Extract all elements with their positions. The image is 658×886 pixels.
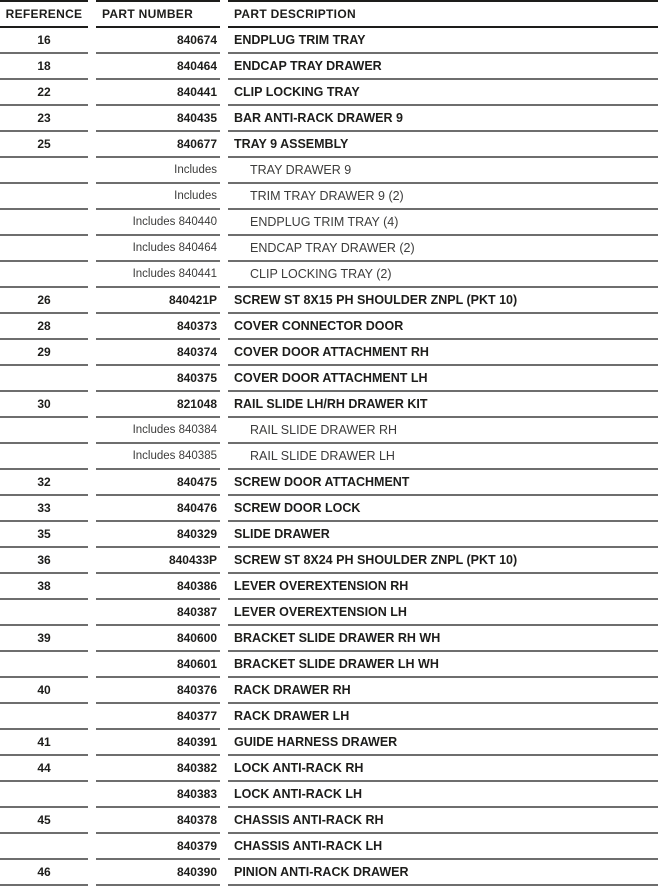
- cell-part-description: SCREW DOOR ATTACHMENT: [228, 469, 658, 495]
- cell-part-description: CHASSIS ANTI-RACK RH: [228, 807, 658, 833]
- cell-divider-gap: [220, 625, 228, 651]
- cell-divider-gap: [88, 781, 96, 807]
- column-divider-gap-1: [88, 1, 96, 27]
- cell-divider-gap: [220, 599, 228, 625]
- table-row: [0, 261, 658, 287]
- cell-divider-gap: [88, 313, 96, 339]
- cell-divider-gap: [220, 521, 228, 547]
- cell-part-number: 840476: [96, 495, 220, 521]
- cell-divider-gap: [88, 105, 96, 131]
- table-row: [0, 599, 658, 625]
- cell-part-description: GUIDE HARNESS DRAWER: [228, 729, 658, 755]
- cell-part-description: COVER DOOR ATTACHMENT RH: [228, 339, 658, 365]
- cell-part-number: 840377: [96, 703, 220, 729]
- table-row: [0, 131, 658, 157]
- cell-divider-gap: [220, 183, 228, 209]
- table-row: [0, 183, 658, 209]
- cell-part-number: 840387: [96, 599, 220, 625]
- cell-reference: 45: [0, 807, 88, 833]
- cell-divider-gap: [88, 521, 96, 547]
- cell-divider-gap: [88, 261, 96, 287]
- cell-divider-gap: [88, 677, 96, 703]
- cell-divider-gap: [88, 599, 96, 625]
- cell-part-number: 840373: [96, 313, 220, 339]
- cell-part-number: 821048: [96, 391, 220, 417]
- table-row: [0, 859, 658, 885]
- column-divider-gap-2: [220, 1, 228, 27]
- cell-part-number: 840374: [96, 339, 220, 365]
- cell-part-description: SCREW ST 8X15 PH SHOULDER ZNPL (PKT 10): [228, 287, 658, 313]
- cell-reference: [0, 365, 88, 391]
- cell-divider-gap: [88, 755, 96, 781]
- table-row: [0, 391, 658, 417]
- cell-divider-gap: [220, 287, 228, 313]
- cell-part-description: BAR ANTI-RACK DRAWER 9: [228, 105, 658, 131]
- cell-part-number: 840441: [96, 79, 220, 105]
- table-row: [0, 209, 658, 235]
- cell-part-description: ENDPLUG TRIM TRAY (4): [228, 209, 658, 235]
- cell-divider-gap: [88, 651, 96, 677]
- cell-reference: [0, 781, 88, 807]
- cell-divider-gap: [220, 53, 228, 79]
- cell-divider-gap: [88, 547, 96, 573]
- cell-part-description: BRACKET SLIDE DRAWER LH WH: [228, 651, 658, 677]
- table-body: [0, 27, 658, 885]
- cell-reference: [0, 833, 88, 859]
- cell-part-number: Includes 840384: [96, 417, 220, 443]
- cell-part-number: 840386: [96, 573, 220, 599]
- cell-divider-gap: [220, 209, 228, 235]
- cell-divider-gap: [88, 417, 96, 443]
- cell-part-description: LOCK ANTI-RACK LH: [228, 781, 658, 807]
- cell-reference: 28: [0, 313, 88, 339]
- cell-divider-gap: [220, 313, 228, 339]
- cell-part-number: 840378: [96, 807, 220, 833]
- cell-part-number: 840390: [96, 859, 220, 885]
- cell-divider-gap: [220, 859, 228, 885]
- cell-divider-gap: [220, 79, 228, 105]
- table-row: [0, 365, 658, 391]
- cell-divider-gap: [220, 807, 228, 833]
- cell-divider-gap: [88, 287, 96, 313]
- cell-part-number: Includes 840464: [96, 235, 220, 261]
- table-row: [0, 235, 658, 261]
- cell-reference: 26: [0, 287, 88, 313]
- cell-part-number: 840677: [96, 131, 220, 157]
- table-row: [0, 79, 658, 105]
- table-row: [0, 105, 658, 131]
- cell-divider-gap: [88, 807, 96, 833]
- header-row: [0, 1, 658, 27]
- cell-divider-gap: [88, 729, 96, 755]
- cell-divider-gap: [220, 677, 228, 703]
- cell-part-number: 840674: [96, 27, 220, 53]
- cell-divider-gap: [88, 339, 96, 365]
- cell-part-number: 840329: [96, 521, 220, 547]
- cell-part-description: TRIM TRAY DRAWER 9 (2): [228, 183, 658, 209]
- cell-reference: 36: [0, 547, 88, 573]
- cell-reference: 46: [0, 859, 88, 885]
- cell-reference: [0, 443, 88, 469]
- cell-reference: 25: [0, 131, 88, 157]
- cell-divider-gap: [220, 27, 228, 53]
- cell-part-description: RAIL SLIDE LH/RH DRAWER KIT: [228, 391, 658, 417]
- cell-reference: 29: [0, 339, 88, 365]
- cell-divider-gap: [220, 833, 228, 859]
- cell-part-description: LOCK ANTI-RACK RH: [228, 755, 658, 781]
- cell-part-number: 840382: [96, 755, 220, 781]
- cell-divider-gap: [220, 261, 228, 287]
- table-row: [0, 573, 658, 599]
- table-row: [0, 703, 658, 729]
- cell-divider-gap: [88, 469, 96, 495]
- table-row: [0, 157, 658, 183]
- cell-part-description: CLIP LOCKING TRAY (2): [228, 261, 658, 287]
- cell-part-description: TRAY DRAWER 9: [228, 157, 658, 183]
- cell-divider-gap: [88, 131, 96, 157]
- cell-divider-gap: [220, 391, 228, 417]
- cell-part-number: 840601: [96, 651, 220, 677]
- cell-divider-gap: [220, 573, 228, 599]
- table-row: [0, 833, 658, 859]
- cell-part-description: RACK DRAWER LH: [228, 703, 658, 729]
- table-row: [0, 729, 658, 755]
- table-row: [0, 781, 658, 807]
- table-row: [0, 339, 658, 365]
- cell-part-number: 840464: [96, 53, 220, 79]
- table-row: [0, 521, 658, 547]
- cell-part-description: BRACKET SLIDE DRAWER RH WH: [228, 625, 658, 651]
- cell-divider-gap: [88, 27, 96, 53]
- cell-divider-gap: [220, 417, 228, 443]
- cell-reference: 18: [0, 53, 88, 79]
- cell-divider-gap: [88, 495, 96, 521]
- cell-reference: 22: [0, 79, 88, 105]
- cell-divider-gap: [220, 443, 228, 469]
- cell-part-description: SCREW ST 8X24 PH SHOULDER ZNPL (PKT 10): [228, 547, 658, 573]
- cell-part-description: PINION ANTI-RACK DRAWER: [228, 859, 658, 885]
- cell-divider-gap: [88, 183, 96, 209]
- cell-reference: [0, 703, 88, 729]
- cell-reference: [0, 651, 88, 677]
- cell-reference: 23: [0, 105, 88, 131]
- cell-reference: 41: [0, 729, 88, 755]
- column-header-part-number: PART NUMBER: [96, 1, 220, 27]
- cell-part-number: 840475: [96, 469, 220, 495]
- cell-divider-gap: [88, 391, 96, 417]
- cell-part-description: COVER DOOR ATTACHMENT LH: [228, 365, 658, 391]
- table-row: [0, 677, 658, 703]
- cell-divider-gap: [88, 53, 96, 79]
- table-row: [0, 807, 658, 833]
- cell-reference: 38: [0, 573, 88, 599]
- cell-divider-gap: [88, 235, 96, 261]
- cell-divider-gap: [220, 365, 228, 391]
- cell-divider-gap: [220, 131, 228, 157]
- cell-part-description: RACK DRAWER RH: [228, 677, 658, 703]
- column-header-part-description: PART DESCRIPTION: [228, 1, 658, 27]
- cell-divider-gap: [88, 365, 96, 391]
- cell-part-number: 840375: [96, 365, 220, 391]
- cell-part-description: LEVER OVEREXTENSION RH: [228, 573, 658, 599]
- cell-part-number: 840383: [96, 781, 220, 807]
- cell-reference: 35: [0, 521, 88, 547]
- cell-reference: [0, 599, 88, 625]
- cell-part-number: Includes 840440: [96, 209, 220, 235]
- cell-divider-gap: [220, 469, 228, 495]
- table-row: [0, 625, 658, 651]
- table-row: [0, 755, 658, 781]
- cell-divider-gap: [88, 703, 96, 729]
- table-row: [0, 27, 658, 53]
- cell-reference: 16: [0, 27, 88, 53]
- cell-reference: [0, 235, 88, 261]
- table-row: [0, 547, 658, 573]
- cell-part-number: 840433P: [96, 547, 220, 573]
- cell-part-description: SLIDE DRAWER: [228, 521, 658, 547]
- cell-part-description: LEVER OVEREXTENSION LH: [228, 599, 658, 625]
- cell-part-description: RAIL SLIDE DRAWER LH: [228, 443, 658, 469]
- cell-part-description: TRAY 9 ASSEMBLY: [228, 131, 658, 157]
- cell-divider-gap: [88, 833, 96, 859]
- cell-divider-gap: [220, 495, 228, 521]
- cell-reference: 30: [0, 391, 88, 417]
- cell-reference: 40: [0, 677, 88, 703]
- cell-part-number: 840435: [96, 105, 220, 131]
- cell-divider-gap: [220, 781, 228, 807]
- table-row: [0, 53, 658, 79]
- cell-part-description: CHASSIS ANTI-RACK LH: [228, 833, 658, 859]
- cell-divider-gap: [88, 573, 96, 599]
- cell-part-number: Includes 840441: [96, 261, 220, 287]
- cell-divider-gap: [220, 339, 228, 365]
- cell-divider-gap: [220, 729, 228, 755]
- cell-divider-gap: [88, 157, 96, 183]
- cell-divider-gap: [220, 703, 228, 729]
- cell-divider-gap: [88, 625, 96, 651]
- table-row: [0, 287, 658, 313]
- cell-divider-gap: [220, 547, 228, 573]
- cell-reference: [0, 183, 88, 209]
- table-row: [0, 417, 658, 443]
- table-header: [0, 1, 658, 27]
- cell-part-description: ENDCAP TRAY DRAWER: [228, 53, 658, 79]
- cell-part-description: COVER CONNECTOR DOOR: [228, 313, 658, 339]
- table-row: [0, 495, 658, 521]
- cell-part-number: 840421P: [96, 287, 220, 313]
- cell-reference: 33: [0, 495, 88, 521]
- cell-reference: [0, 209, 88, 235]
- cell-reference: [0, 417, 88, 443]
- cell-part-number: Includes: [96, 183, 220, 209]
- table-row: [0, 443, 658, 469]
- column-header-reference: REFERENCE: [0, 1, 88, 27]
- cell-part-number: 840379: [96, 833, 220, 859]
- cell-divider-gap: [220, 651, 228, 677]
- cell-reference: [0, 261, 88, 287]
- cell-part-description: RAIL SLIDE DRAWER RH: [228, 417, 658, 443]
- cell-part-number: 840376: [96, 677, 220, 703]
- cell-part-description: SCREW DOOR LOCK: [228, 495, 658, 521]
- cell-divider-gap: [220, 105, 228, 131]
- cell-part-number: Includes: [96, 157, 220, 183]
- cell-reference: 32: [0, 469, 88, 495]
- cell-divider-gap: [220, 755, 228, 781]
- cell-divider-gap: [88, 79, 96, 105]
- cell-part-description: ENDCAP TRAY DRAWER (2): [228, 235, 658, 261]
- cell-part-description: ENDPLUG TRIM TRAY: [228, 27, 658, 53]
- table-row: [0, 651, 658, 677]
- cell-divider-gap: [88, 209, 96, 235]
- cell-reference: 39: [0, 625, 88, 651]
- cell-part-number: 840600: [96, 625, 220, 651]
- cell-part-number: 840391: [96, 729, 220, 755]
- cell-divider-gap: [88, 859, 96, 885]
- cell-divider-gap: [220, 157, 228, 183]
- cell-divider-gap: [220, 235, 228, 261]
- cell-part-number: Includes 840385: [96, 443, 220, 469]
- table-row: [0, 469, 658, 495]
- cell-reference: 44: [0, 755, 88, 781]
- cell-reference: [0, 157, 88, 183]
- cell-part-description: CLIP LOCKING TRAY: [228, 79, 658, 105]
- table-row: [0, 313, 658, 339]
- cell-divider-gap: [88, 443, 96, 469]
